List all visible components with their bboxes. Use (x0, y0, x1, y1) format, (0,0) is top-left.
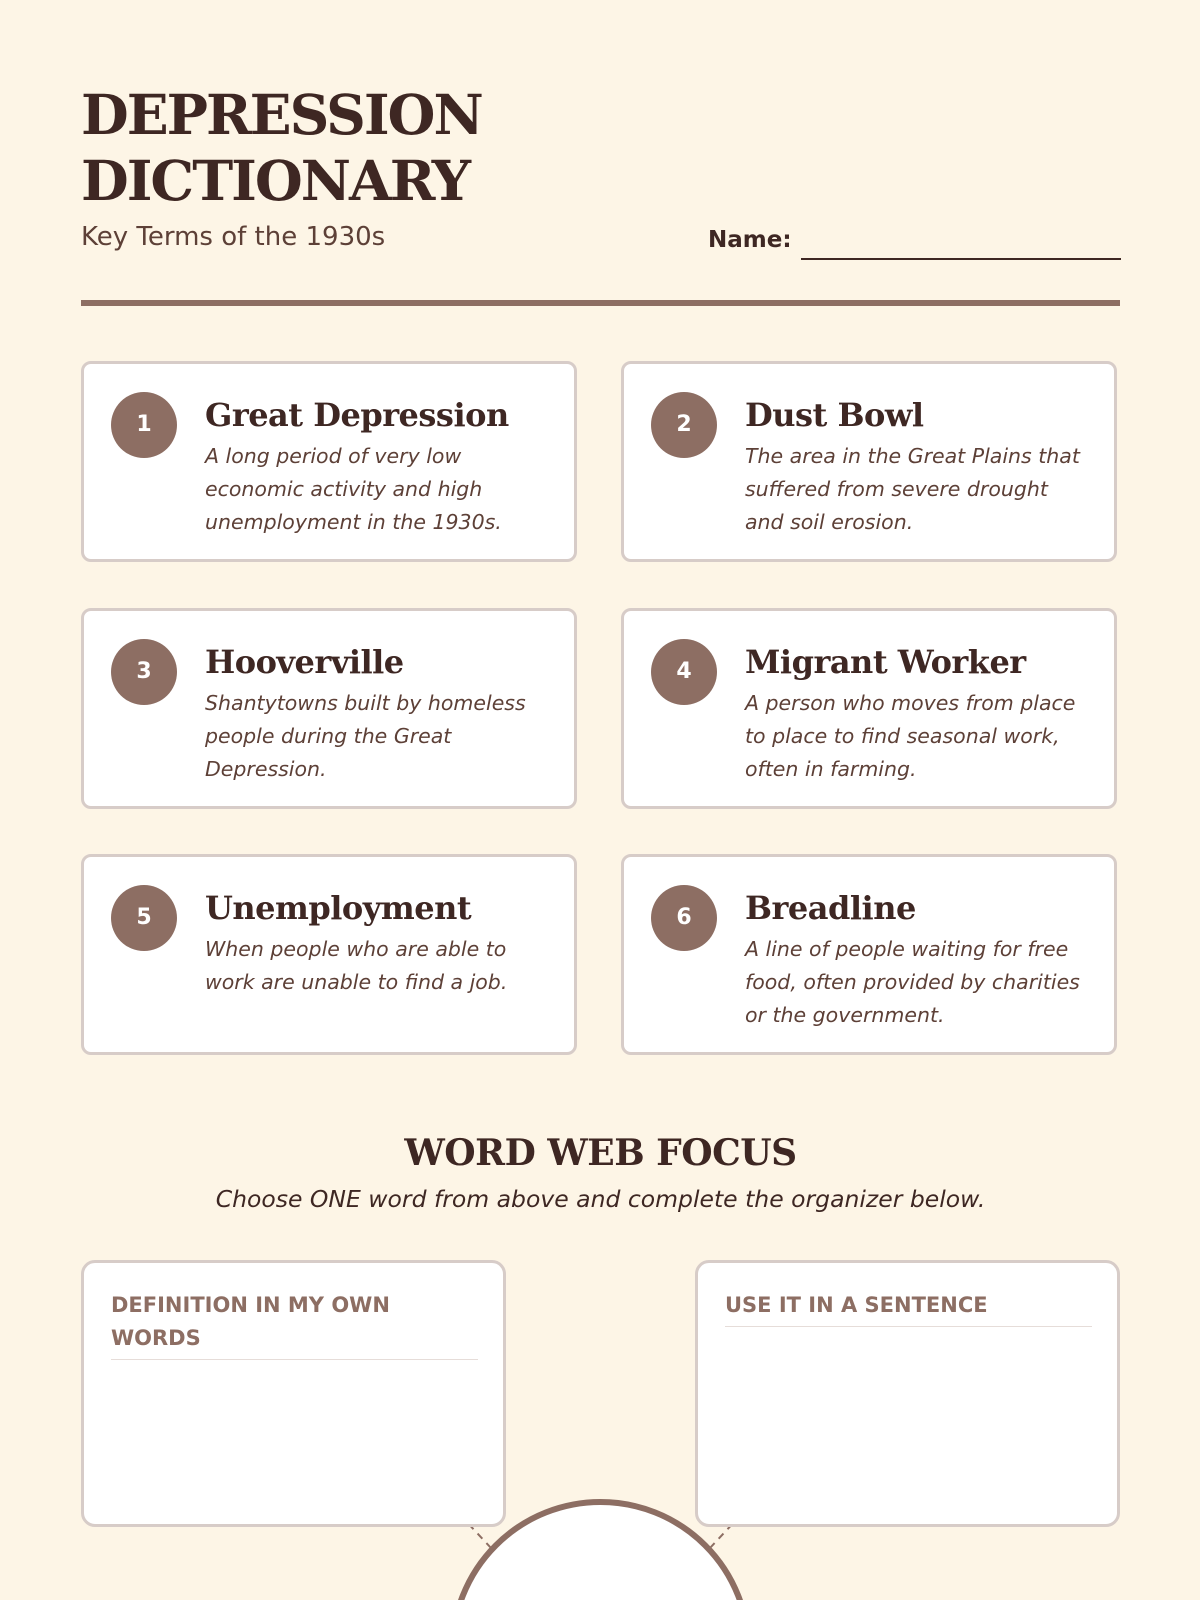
word-web-title: WORD WEB FOCUS (404, 1132, 797, 1174)
term-definition: Shantytowns built by homeless people during the Great Depression. (205, 691, 526, 781)
term-number-badge: 1 (111, 392, 177, 458)
word-web-instructions: Choose ONE word from above and complete the organizer below. (215, 1185, 986, 1213)
definition-box[interactable] (81, 1260, 506, 1527)
title-line-1: DEPRESSION (81, 82, 482, 147)
term-number-badge: 4 (651, 639, 717, 705)
sentence-box[interactable] (695, 1260, 1120, 1527)
term-definition: When people who are able to work are unable to find a job. (205, 937, 508, 994)
worksheet-page (81, 0, 1120, 1600)
term-word: Great Depression (205, 396, 509, 434)
sentence-box-label: USE IT IN A SENTENCE (725, 1289, 1092, 1327)
term-number-badge: 6 (651, 885, 717, 951)
term-word: Dust Bowl (745, 396, 924, 434)
term-word: Breadline (745, 889, 916, 927)
term-number-badge: 3 (111, 639, 177, 705)
term-number-badge: 2 (651, 392, 717, 458)
term-definition: A person who moves from place to place to find seasonal work, often in farming. (745, 691, 1076, 781)
term-number-badge: 5 (111, 885, 177, 951)
term-definition: A long period of very low economic activity and high unemployment in the 1930s. (205, 444, 502, 534)
term-word: Unemployment (205, 889, 472, 927)
term-definition: A line of people waiting for free food, often provided by charities or the government. (745, 937, 1080, 1027)
definition-box-label: DEFINITION IN MY OWN WORDS (111, 1289, 478, 1360)
title-line-2: DICTIONARY (81, 148, 469, 213)
term-word: Hooverville (205, 643, 404, 681)
term-word: Migrant Worker (745, 643, 1026, 681)
term-definition: The area in the Great Plains that suffered from severe drought and soil erosion. (745, 444, 1080, 534)
name-label: Name: (708, 227, 792, 253)
page-subtitle: Key Terms of the 1930s (81, 222, 386, 252)
